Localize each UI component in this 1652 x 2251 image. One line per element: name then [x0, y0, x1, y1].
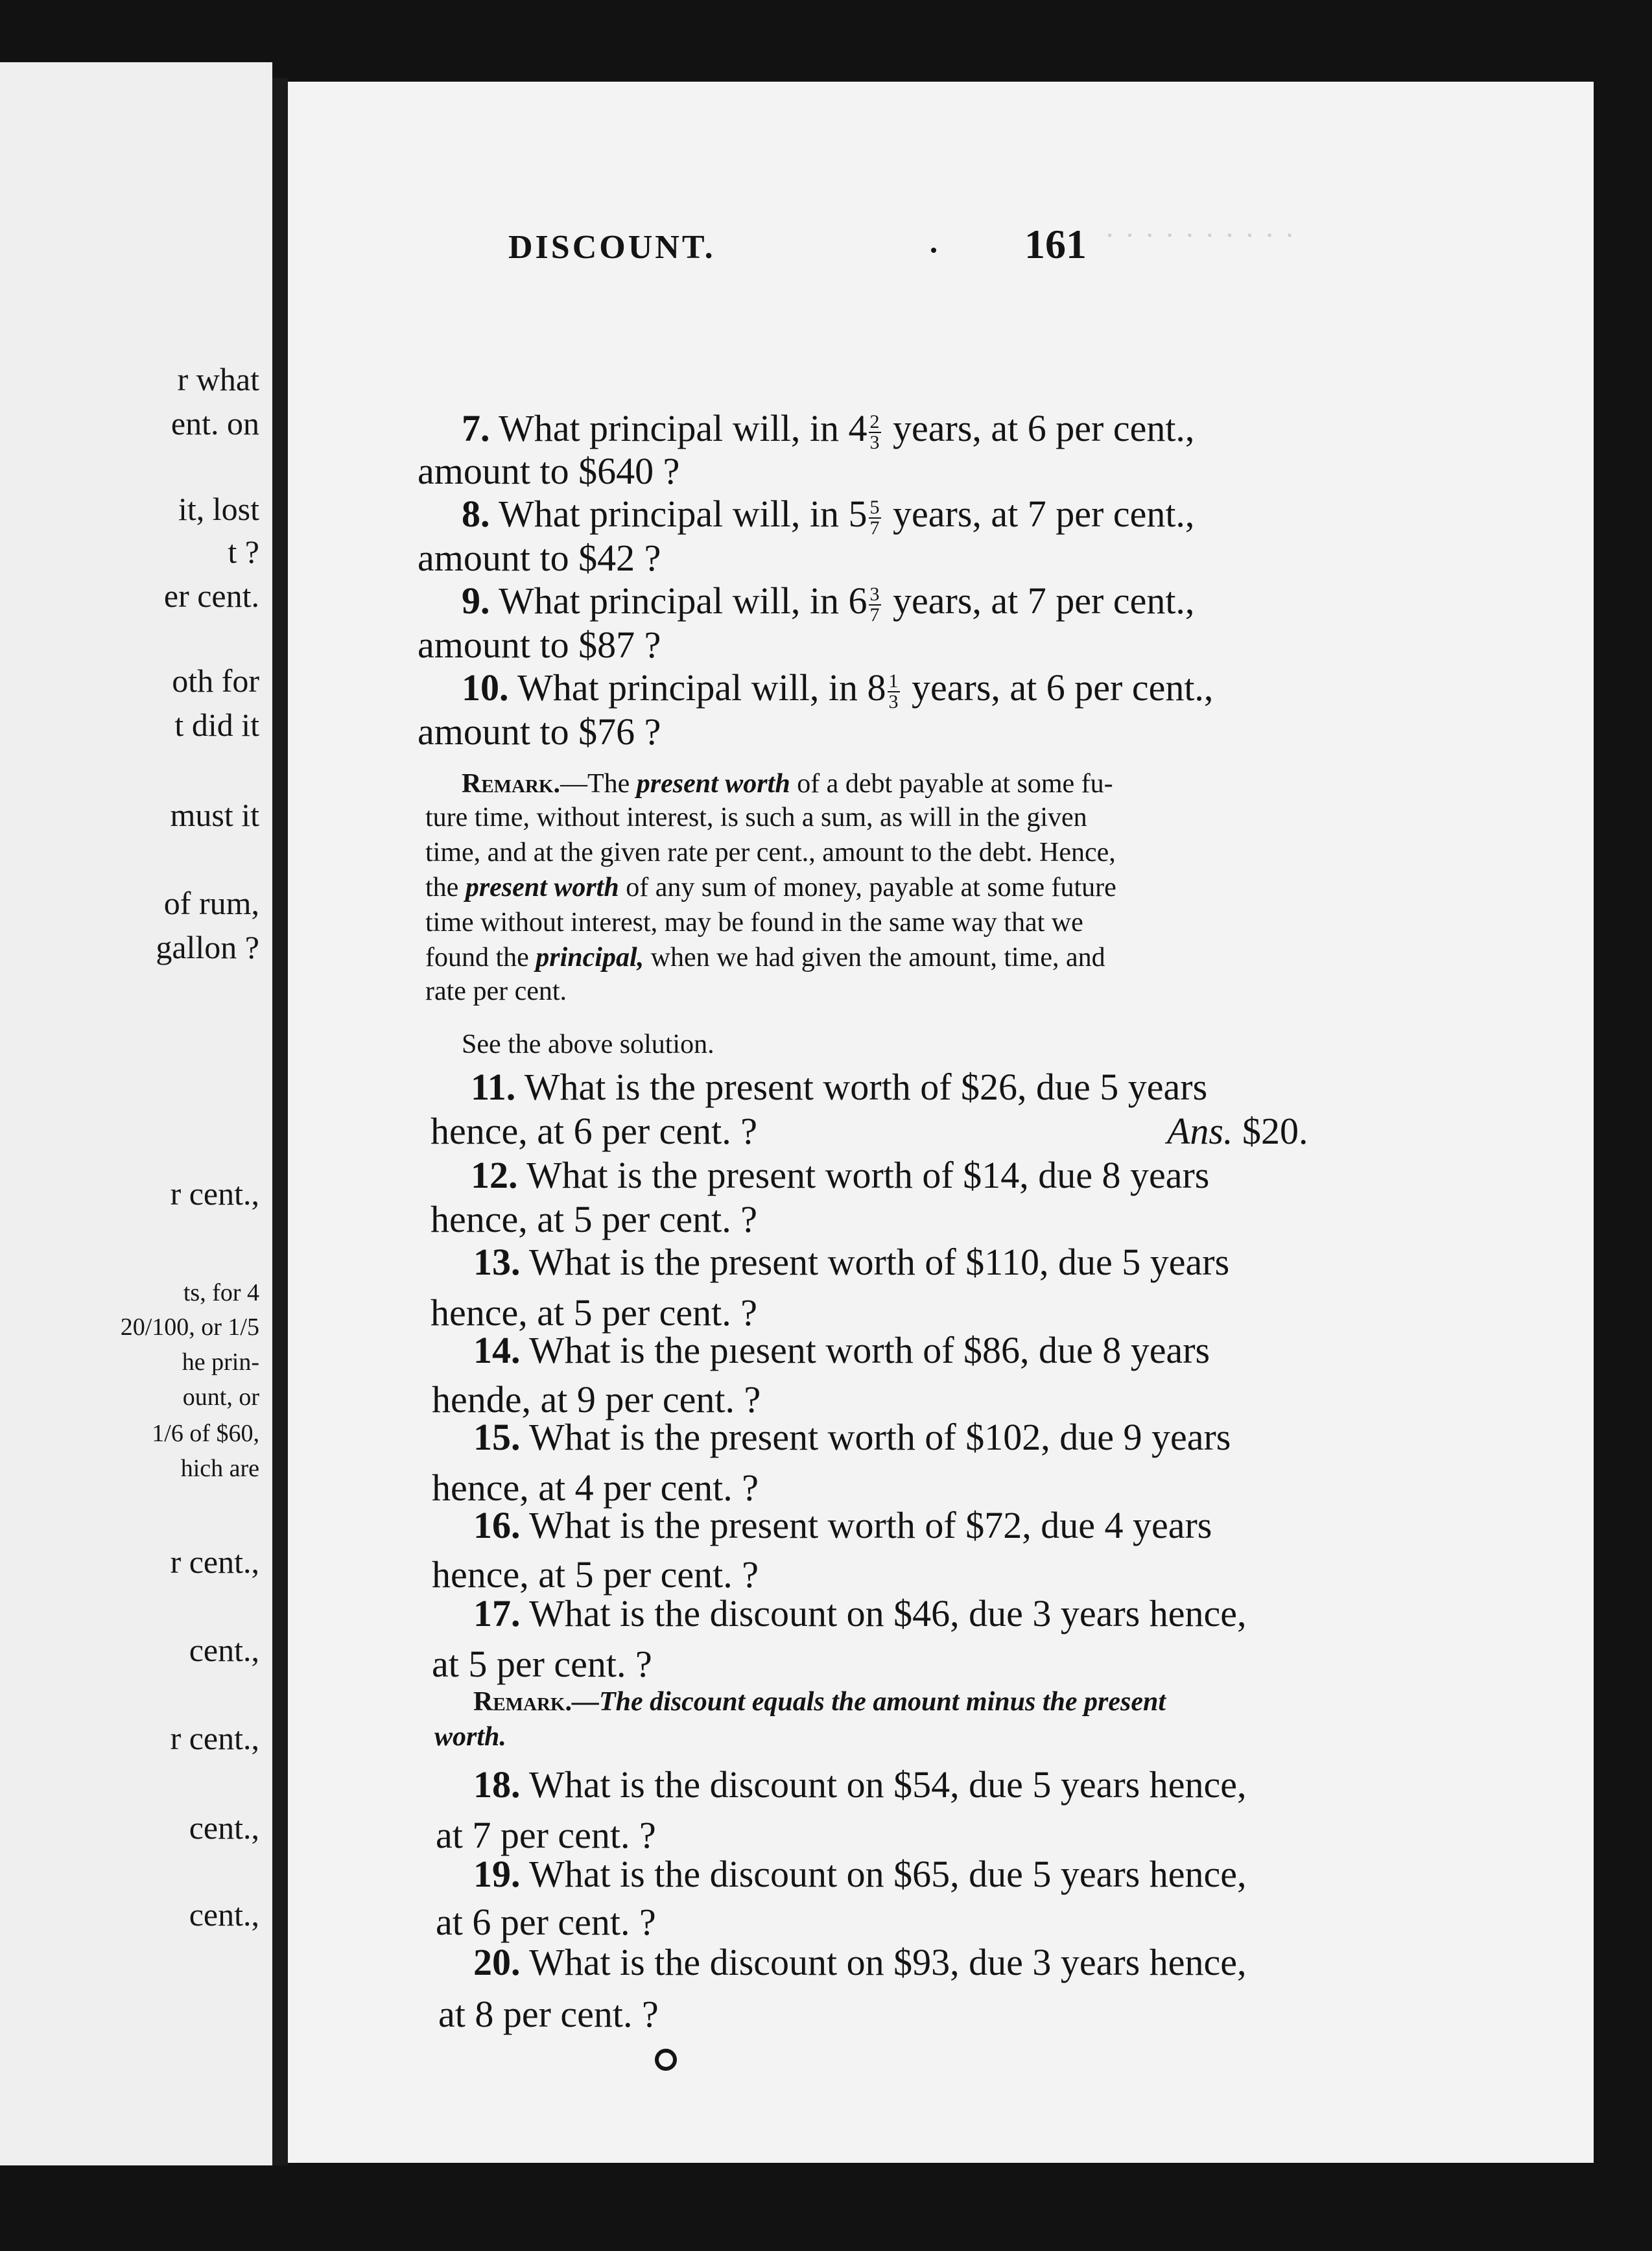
- left-page-trailing-line-4: cent.,: [189, 1896, 259, 1933]
- left-page-line-9: gallon ?: [156, 929, 259, 965]
- problem-9-line-2: amount to $87 ?: [418, 624, 661, 666]
- remark-1-line-6: found the principal, when we had given the amount, time, and: [425, 943, 1105, 972]
- left-page-line-6: t did it: [174, 707, 259, 743]
- left-page-line-8: of rum,: [163, 885, 259, 921]
- left-page-fragment: [0, 62, 272, 2165]
- problem-13-line-2: hence, at 5 per cent. ?: [431, 1291, 757, 1334]
- left-page-small-line-2: he prin-: [182, 1349, 259, 1376]
- bleed-through-text: · · · · · · · · · ·: [1105, 218, 1296, 252]
- problem-7-line-2: amount to $640 ?: [418, 450, 680, 492]
- page-number: 161: [1024, 221, 1087, 267]
- problem-17-line-1: 17. What is the discount on $46, due 3 years hence,: [473, 1592, 1247, 1634]
- remark-1-see-line: See the above solution.: [462, 1030, 714, 1059]
- remark-1-line-4: the present worth of any sum of money, payable at some future: [425, 873, 1116, 902]
- problem-11-line-1: 11. What is the present worth of $26, due 5 years: [471, 1066, 1208, 1108]
- problem-18-line-1: 18. What is the discount on $54, due 5 years hence,: [473, 1763, 1247, 1806]
- left-page-line-3: t ?: [228, 534, 259, 570]
- left-page-small-line-5: hich are: [180, 1455, 259, 1482]
- left-page-trailing-line-1: cent.,: [189, 1632, 259, 1668]
- fraction-one-third: $\frac{1}{3}$: [888, 670, 899, 713]
- problem-16-line-1: 16. What is the present worth of $72, due 4 years: [473, 1504, 1212, 1546]
- problem-14-line-2: hende, at 9 per cent. ?: [432, 1378, 761, 1420]
- remark-2-line-2: worth.: [434, 1722, 506, 1752]
- answer-label: Ans. $20.: [1167, 1110, 1308, 1152]
- problem-8-line-2: amount to $42 ?: [418, 537, 661, 579]
- fraction-two-thirds: $\frac{2}{3}$: [869, 410, 880, 453]
- problem-15-line-2: hence, at 4 per cent. ?: [432, 1467, 759, 1509]
- problem-19-line-2: at 6 per cent. ?: [436, 1901, 656, 1943]
- left-page-line-5: oth for: [172, 663, 259, 699]
- remark-1-line-5: time without interest, may be found in the same way that we: [425, 908, 1083, 937]
- speck-mark: [931, 248, 936, 253]
- problem-15-line-1: 15. What is the present worth of $102, due 9 years: [473, 1416, 1231, 1458]
- fraction-three-sevenths: $\frac{3}{7}$: [869, 583, 880, 626]
- left-page-trailing-line-2: r cent.,: [170, 1720, 259, 1756]
- footer-ornament: [655, 2049, 677, 2071]
- problem-10-line-2: amount to $76 ?: [418, 711, 661, 753]
- problem-8-line-1: 8. What principal will, in 5 $\frac{5}{7}$ years, at 7 per cent.,: [462, 493, 1195, 539]
- left-page-line-4: er cent.: [163, 578, 259, 614]
- problem-20-line-2: at 8 per cent. ?: [438, 1993, 659, 2035]
- left-page-trailing-line-3: cent.,: [189, 1809, 259, 1846]
- problem-11-line-2: hence, at 6 per cent. ?: [431, 1110, 757, 1152]
- problem-14-line-1: 14. What is the pıesent worth of $86, due 8 years: [473, 1329, 1210, 1371]
- problem-7-line-1: 7. What principal will, in 4 $\frac{2}{3}$ years, at 6 per cent.,: [462, 407, 1195, 453]
- book-gutter: [272, 78, 288, 2165]
- left-page-small-line-1: 20/100, or 1/5: [120, 1314, 259, 1341]
- remark-1-line-1: Remark.—The present worth of a debt payable at some fu-: [462, 769, 1113, 799]
- left-page-small-line-4: 1/6 of $60,: [152, 1420, 259, 1447]
- left-page-line-1: ent. on: [171, 405, 259, 442]
- problem-20-line-1: 20. What is the discount on $93, due 3 years hence,: [473, 1941, 1247, 1983]
- problem-19-line-1: 19. What is the discount on $65, due 5 years hence,: [473, 1853, 1247, 1895]
- left-page-trailing-line-0: r cent.,: [170, 1544, 259, 1580]
- left-page-small-line-0: ts, for 4: [183, 1279, 259, 1306]
- problem-10-line-1: 10. What principal will, in 8 $\frac{1}{3}$ years, at 6 per cent.,: [462, 666, 1214, 713]
- remark-1-line-3: time, and at the given rate per cent., amount to the debt. Hence,: [425, 838, 1116, 867]
- fraction-five-sevenths: $\frac{5}{7}$: [869, 496, 880, 539]
- left-page-small-line-3: ount, or: [182, 1384, 259, 1411]
- problem-16-line-2: hence, at 5 per cent. ?: [432, 1553, 759, 1596]
- left-page-line-2: it, lost: [178, 491, 259, 527]
- remark-1-line-2: ture time, without interest, is such a sum, as will in the given: [425, 803, 1087, 832]
- running-head: DISCOUNT.: [508, 229, 716, 266]
- problem-18-line-2: at 7 per cent. ?: [436, 1814, 656, 1856]
- left-page-line-0: r what: [177, 361, 259, 397]
- problem-12-line-1: 12. What is the present worth of $14, due 8 years: [471, 1154, 1210, 1196]
- problem-12-line-2: hence, at 5 per cent. ?: [431, 1198, 757, 1240]
- problem-9-line-1: 9. What principal will, in 6 $\frac{3}{7}$ years, at 7 per cent.,: [462, 580, 1195, 626]
- problem-13-line-1: 13. What is the present worth of $110, due 5 years: [473, 1241, 1230, 1283]
- left-page-line-10: r cent.,: [170, 1175, 259, 1212]
- remark-1-line-7: rate per cent.: [425, 976, 567, 1006]
- problem-17-line-2: at 5 per cent. ?: [432, 1643, 652, 1685]
- remark-2-line-1: Remark.—The discount equals the amount minus the present: [473, 1687, 1166, 1717]
- left-page-line-7: must it: [170, 797, 259, 833]
